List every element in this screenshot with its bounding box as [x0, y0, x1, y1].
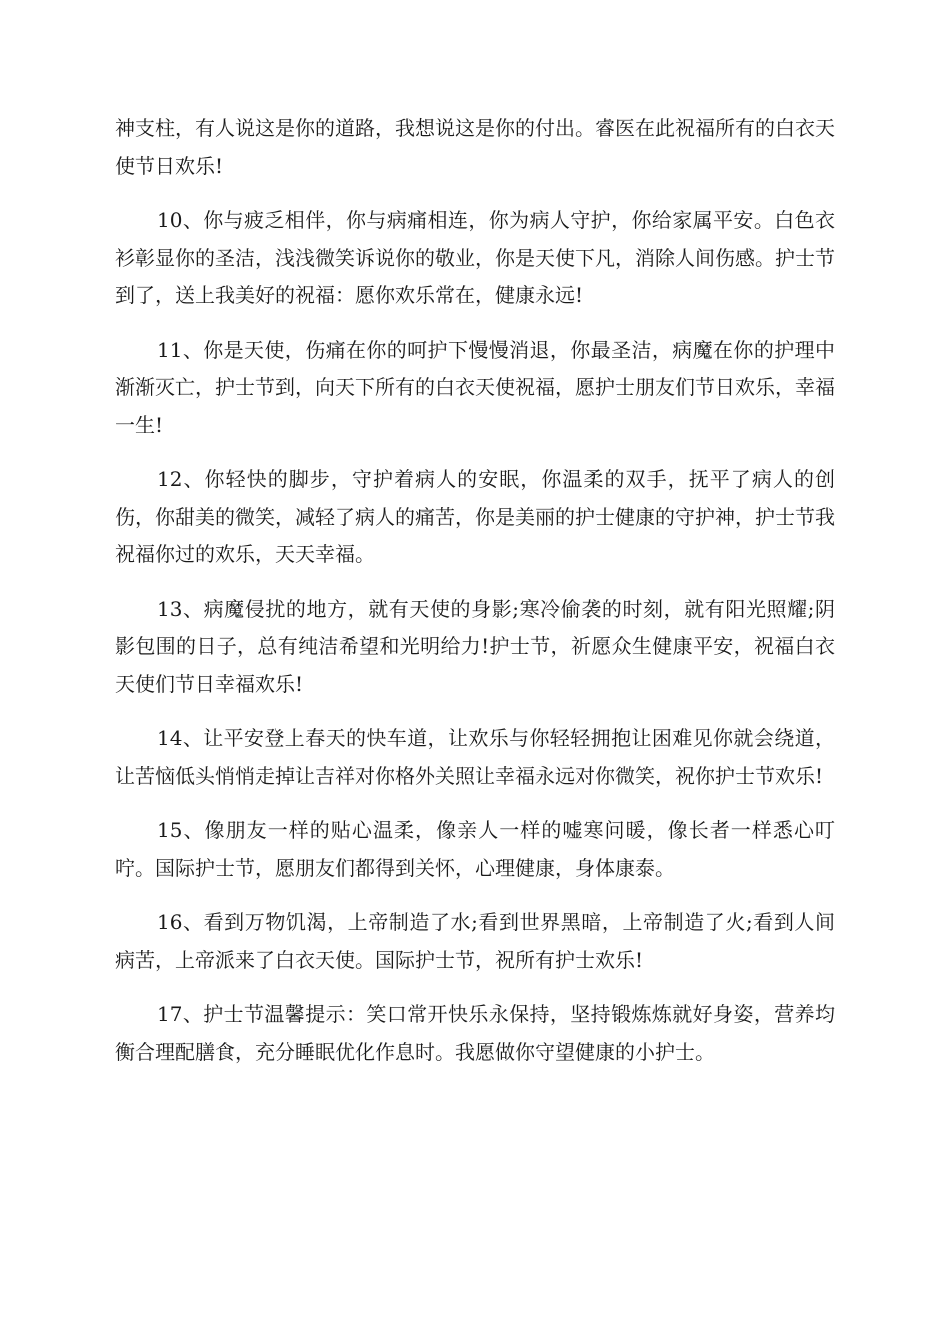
paragraph-10: 10、你与疲乏相伴，你与病痛相连，你为病人守护，你给家属平安。白色衣衫彰显你的圣洁，浅浅微笑诉说你的敬业，你是天使下凡，消除人间伤感。护士节到了，送上我美好的祝福：愿你欢乐常在，健康永远! — [115, 208, 835, 307]
paragraph-11: 11、你是天使，伤痛在你的呵护下慢慢消退，你最圣洁，病魔在你的护理中渐渐灭亡，护士节到，向天下所有的白衣天使祝福，愿护士朋友们节日欢乐，幸福一生! — [115, 337, 835, 437]
paragraph-17: 17、护士节温馨提示：笑口常开快乐永保持，坚持锻炼炼就好身姿，营养均衡合理配膳食，充分睡眠优化作息时。我愿做你守望健康的小护士。 — [115, 1002, 835, 1064]
document-page — [115, 110, 835, 1088]
paragraph-continuation: 神支柱，有人说这是你的道路，我想说这是你的付出。睿医在此祝福所有的白衣天使节日欢乐! — [115, 116, 835, 178]
paragraph-16: 16、看到万物饥渴，上帝制造了水;看到世界黑暗，上帝制造了火;看到人间病苦，上帝派来了白衣天使。国际护士节，祝所有护士欢乐! — [115, 910, 835, 972]
paragraph-12: 12、你轻快的脚步，守护着病人的安眠，你温柔的双手，抚平了病人的创伤，你甜美的微笑，减轻了病人的痛苦，你是美丽的护士健康的守护神，护士节我祝福你过的欢乐，天天幸福。 — [115, 467, 835, 566]
paragraph-14: 14、让平安登上春天的快车道，让欢乐与你轻轻拥抱让困难见你就会绕道，让苦恼低头悄悄走掉让吉祥对你格外关照让幸福永远对你微笑，祝你护士节欢乐! — [115, 726, 835, 788]
paragraph-13: 13、病魔侵扰的地方，就有天使的身影;寒冷偷袭的时刻，就有阳光照耀;阴影包围的日子，总有纯洁希望和光明给力!护士节，祈愿众生健康平安，祝福白衣天使们节日幸福欢乐! — [115, 596, 835, 696]
paragraph-15: 15、像朋友一样的贴心温柔，像亲人一样的嘘寒问暖，像长者一样悉心叮咛。国际护士节，愿朋友们都得到关怀，心理健康，身体康泰。 — [115, 818, 835, 880]
